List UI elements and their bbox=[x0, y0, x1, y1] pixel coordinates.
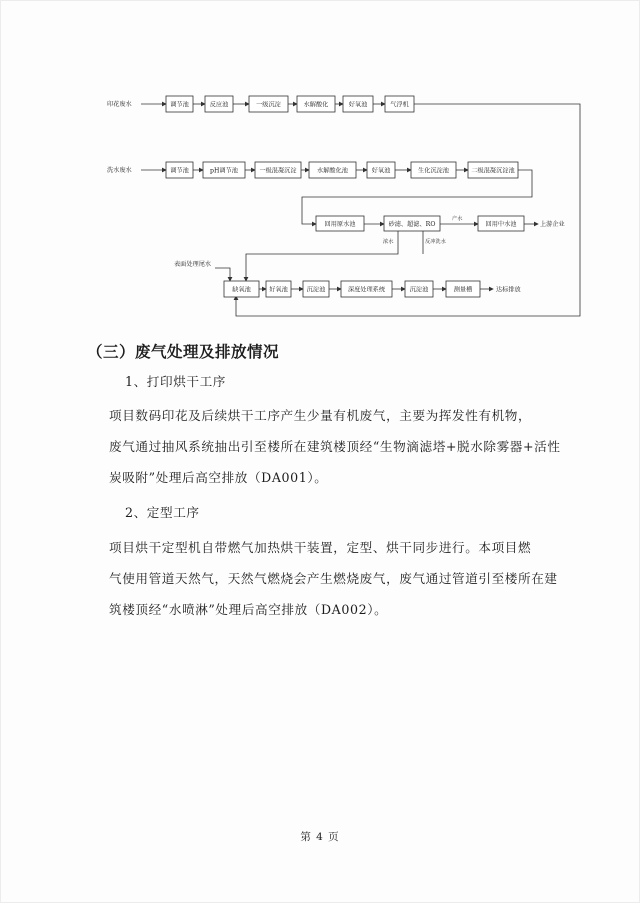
node-r1-hydrolysis: 水解酸化 bbox=[303, 101, 329, 109]
subsection1-line-1: 项目数码印花及后续烘干工序产生少量有机废气，主要为挥发性有机物， bbox=[109, 408, 532, 423]
subsection2-title: 2、定型工序 bbox=[125, 505, 200, 520]
node-r2-primary-coag: 一级混凝沉淀 bbox=[259, 167, 297, 175]
node-r3-reclaimed-tank: 回用中水池 bbox=[485, 220, 517, 228]
subsection1-line-3: 炭吸附”处理后高空排放（DA001）。 bbox=[109, 470, 328, 485]
node-r4-measuring-trough: 测量槽 bbox=[453, 286, 473, 294]
node-r1-regulating-tank: 调节池 bbox=[170, 101, 189, 109]
label-concentrate: 浓水 bbox=[383, 239, 394, 245]
subsection2-line-1: 项目烘干定型机自带燃气加热烘干装置，定型、烘干同步进行。本项目燃 bbox=[109, 540, 532, 555]
node-r3-filtration-ro: 砂滤、超滤、RO bbox=[388, 220, 436, 228]
node-r3-reuse-raw-tank: 回用原水池 bbox=[324, 220, 356, 228]
label-upstream-enterprise: 上游企业 bbox=[540, 221, 565, 228]
node-r1-reaction-tank: 反应池 bbox=[209, 101, 229, 109]
subsection2-line-2: 气使用管道天然气，天然气燃烧会产生燃烧废气，废气通过管道引至楼所在建 bbox=[109, 571, 558, 586]
subsection2-line-3: 筑楼顶经“水喷淋”处理后高空排放（DA002）。 bbox=[109, 602, 388, 617]
node-r1-primary-sedimentation: 一级沉淀 bbox=[256, 101, 281, 109]
node-r4-advanced-treatment: 深度处理系统 bbox=[347, 286, 386, 294]
node-r2-regulating-tank: 调节池 bbox=[170, 167, 189, 175]
source-surface-tail-water: 表面处理尾水 bbox=[174, 261, 212, 268]
label-discharge-compliant: 达标排放 bbox=[496, 286, 521, 294]
label-backwash-water: 反冲洗水 bbox=[425, 239, 446, 245]
node-r2-bio-sedimentation: 生化沉淀池 bbox=[418, 167, 449, 175]
section-heading: （三）废气处理及排放情况 bbox=[87, 342, 280, 361]
node-r4-aerobic-tank: 好氧池 bbox=[269, 286, 288, 294]
subsection1-line-2: 废气通过抽风系统抽出引至楼所在建筑楼顶经“生物滴滤塔+脱水除雾器+活性 bbox=[109, 439, 561, 454]
node-r2-aerobic-tank: 好氧池 bbox=[371, 167, 391, 175]
source-washing-wastewater: 洗水废水 bbox=[107, 167, 132, 174]
label-product-water: 产水 bbox=[452, 216, 463, 222]
node-r2-ph-tank: pH调节池 bbox=[210, 167, 238, 175]
source-printing-wastewater: 印花废水 bbox=[107, 101, 132, 108]
node-r4-anoxic-tank: 缺氧池 bbox=[232, 286, 251, 294]
node-r1-air-flotation: 气浮机 bbox=[390, 101, 409, 109]
node-r4-sedimentation-tank-2: 沉淀池 bbox=[409, 286, 429, 294]
wastewater-flowchart bbox=[0, 0, 640, 330]
node-r1-aerobic-tank: 好氧池 bbox=[348, 101, 368, 109]
node-r4-sedimentation-tank: 沉淀池 bbox=[306, 286, 326, 294]
subsection1-title: 1、打印烘干工序 bbox=[125, 374, 226, 389]
node-r2-hydrolysis: 水解酸化池 bbox=[317, 167, 348, 175]
page-number: 第 4 页 bbox=[300, 831, 340, 843]
node-r2-secondary-coag: 二级混凝沉淀池 bbox=[471, 167, 515, 175]
